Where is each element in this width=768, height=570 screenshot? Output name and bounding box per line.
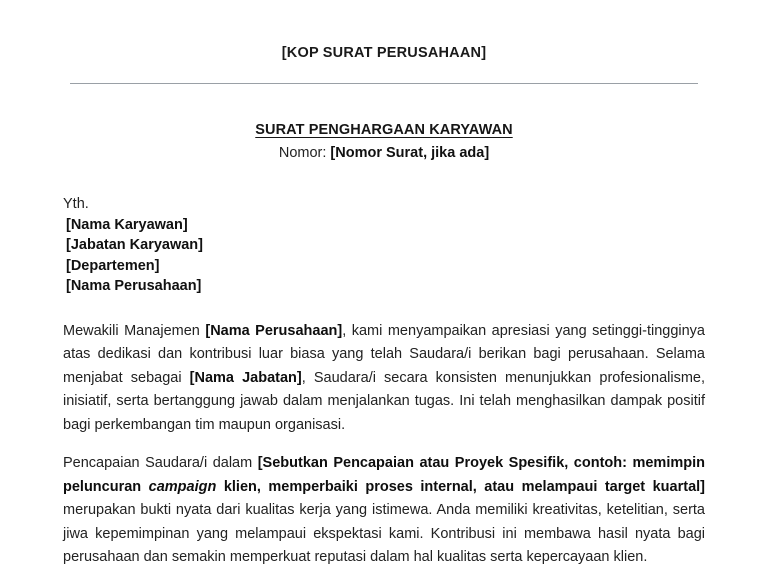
body-text-run: merupakan bukti nyata dari kualitas kerja yang istimewa. Anda memiliki kreativitas, ketelitian, serta jiwa kepemimpinan yang melampaui ekspektasi kami. Kontribusi ini membawa hasil nyata bagi perusahaan dan semakin memperkuat reputasi dalam hal kualitas serta kepercayaan klien. [63,502,705,566]
placeholder-emphasis-text: campaign [148,478,217,495]
document-number-line [63,144,705,164]
recipient-line-name: [Nama Karyawan] [66,216,188,233]
letter-body [63,320,705,570]
letterhead [63,0,705,84]
placeholder-text: [Nama Jabatan] [189,369,302,386]
placeholder-text: [Nama Perusahaan] [205,322,343,339]
document-number-label: Nomor: [278,145,327,162]
body-text-run: , Saudara/i secara konsisten menunjukkan profesionalisme, inisiatif, serta bertanggung jawab dalam menjalankan tugas. Ini telah menghasilkan dampak positif bagi perkembangan tim maupun organisasi. [63,369,705,433]
recipient-line-position: [Jabatan Karyawan] [66,237,203,254]
recipient-line-company: [Nama Perusahaan] [66,278,202,295]
body-paragraph-2 [63,452,705,569]
letterhead-divider [70,83,698,84]
recipient-block [63,194,705,297]
recipient-salutation: Yth. [63,195,89,212]
placeholder-text: [Sebutkan Pencapaian atau Proyek Spesifik, contoh: memimpin peluncuran [63,455,705,495]
body-text-run: Pencapaian Saudara/i dalam [63,455,258,472]
recipient-line-department: [Departemen] [66,257,160,274]
letterhead-title: [KOP SURAT PERUSAHAAN] [281,45,487,61]
placeholder-text: klien, memperbaiki proses internal, atau melampaui target kuartal] [216,478,706,495]
recipient-lines [63,215,705,297]
document-number-placeholder: [Nomor Surat, jika ada] [330,145,490,162]
body-text-run: , kami menyampaikan apresiasi yang setinggi-tingginya atas dedikasi dan kontribusi luar biasa yang telah Saudara/i berikan bagi perusahaan. Selama menjabat sebagai [63,322,705,386]
body-paragraph-1 [63,320,705,437]
document-title: SURAT PENGHARGAAN KARYAWAN [255,121,513,138]
document-title-block [63,121,705,164]
body-text-run: Mewakili Manajemen [63,322,206,339]
